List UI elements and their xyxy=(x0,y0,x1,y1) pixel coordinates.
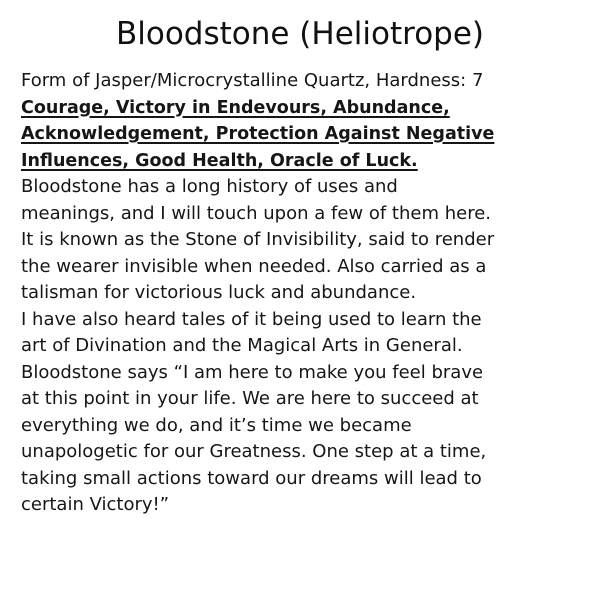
keywords-line: Acknowledgement, Protection Against Negative xyxy=(21,124,495,144)
description-line: art of Divination and the Magical Arts in General. xyxy=(21,335,463,356)
keywords-line: Influences, Good Health, Oracle of Luck. xyxy=(21,150,418,171)
description-line: the wearer invisible when needed. Also carried as a xyxy=(21,255,487,277)
keywords-block xyxy=(21,95,581,175)
keywords-line: Courage, Victory in Endevours, Abundance, xyxy=(21,97,450,118)
description-block xyxy=(21,174,581,519)
description-line: It is known as the Stone of Invisibility, said to render xyxy=(21,229,495,250)
description-line: I have also heard tales of it being used to learn the xyxy=(21,308,482,330)
document-title: Bloodstone (Heliotrope) xyxy=(115,16,485,52)
quote-line: unapologetic for our Greatness. One step at a time, xyxy=(21,441,487,462)
document-content xyxy=(21,68,581,519)
description-line: Bloodstone has a long history of uses and xyxy=(21,176,398,197)
quote-line: at this point in your life. We are here to succeed at xyxy=(21,388,479,409)
form-line: Form of Jasper/Microcrystalline Quartz, Hardness: 7 xyxy=(21,70,484,91)
quote-line: taking small actions toward our dreams will lead to xyxy=(21,467,482,489)
quote-line: everything we do, and it’s time we became xyxy=(21,414,412,436)
description-line: talisman for victorious luck and abundance. xyxy=(21,282,417,303)
quote-line: certain Victory!” xyxy=(21,494,170,515)
description-line: meanings, and I will touch upon a few of them here. xyxy=(21,202,492,224)
quote-line: Bloodstone says “I am here to make you feel brave xyxy=(21,361,484,383)
